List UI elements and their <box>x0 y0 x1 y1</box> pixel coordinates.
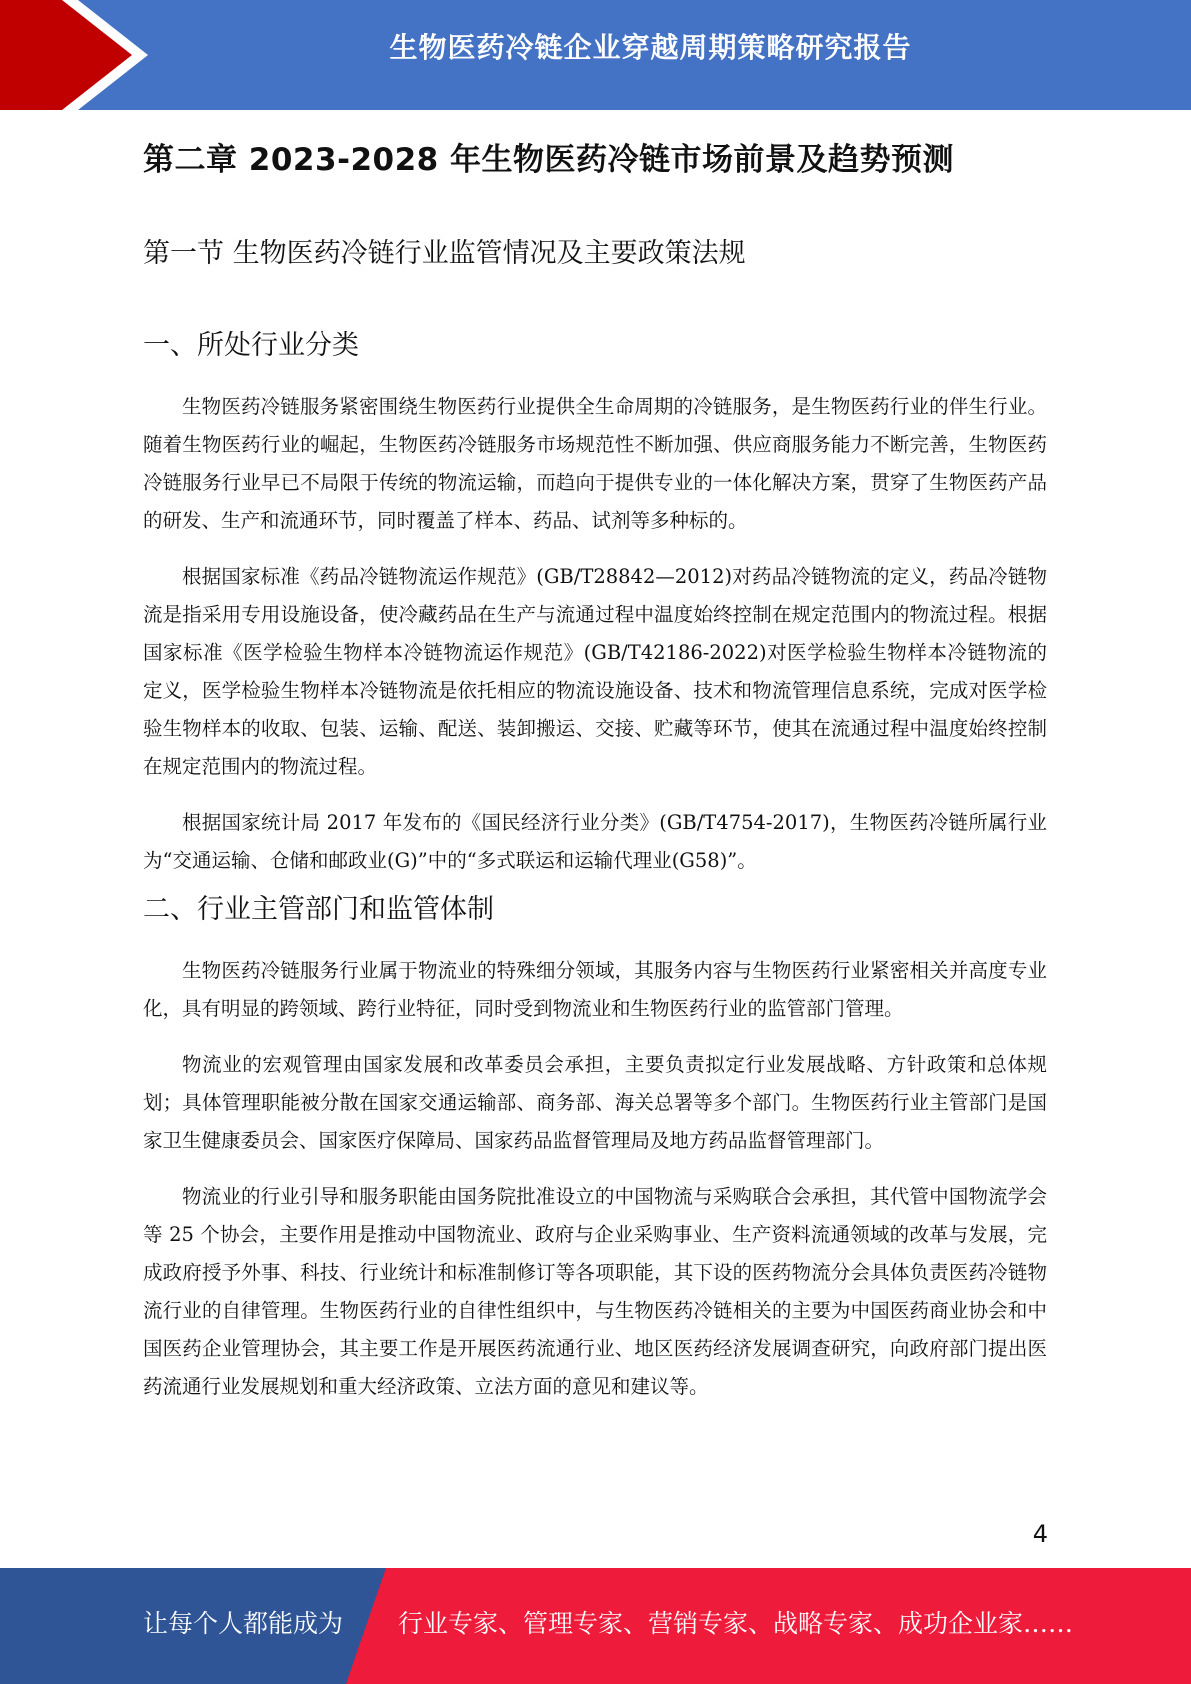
report-title: 生物医药冷链企业穿越周期策略研究报告 <box>389 31 912 64</box>
header-banner <box>0 0 1191 110</box>
footer-slogan-left: 让每个人都能成为 <box>143 1609 344 1638</box>
section-title: 第一节 生物医药冷链行业监管情况及主要政策法规 <box>143 238 746 269</box>
footer-slogan-right: 行业专家、管理专家、营销专家、战略专家、成功企业家…… <box>398 1609 1074 1638</box>
paragraph: 根据国家标准《药品冷链物流运作规范》(GB/T28842—2012)对药品冷链物流的定义，药品冷链物流是指采用专用设施设备，使冷藏药品在生产与流通过程中温度始终控制在规定范围内的物流过程。根据国家标准《医学检验生物样本冷链物流运作规范》(GB/T42186-2022)对医学检验生物样本冷链物流的定义，医学检验生物样本冷链物流是依托相应的物流设施设备、技术和物流管理信息系统，完成对医学检验生物样本的收取、包装、运输、配送、装卸搬运、交接、贮藏等环节，使其在流通过程中温度始终控制在规定范围内的物流过程。 <box>143 565 1047 778</box>
paragraph: 物流业的宏观管理由国家发展和改革委员会承担，主要负责拟定行业发展战略、方针政策和总体规划；具体管理职能被分散在国家交通运输部、商务部、海关总署等多个部门。生物医药行业主管部门是国家卫生健康委员会、国家医疗保障局、国家药品监督管理局及地方药品监督管理部门。 <box>143 1053 1047 1152</box>
footer-banner <box>0 1568 1191 1684</box>
subsection-title-industry-classification: 一、所处行业分类 <box>143 330 359 361</box>
paragraph: 根据国家统计局 2017 年发布的《国民经济行业分类》(GB/T4754-2017)，生物医药冷链所属行业为“交通运输、仓储和邮政业(G)”中的“多式联运和运输代理业(G58)”。 <box>143 811 1047 872</box>
paragraph: 生物医药冷链服务行业属于物流业的特殊细分领域，其服务内容与生物医药行业紧密相关并高度专业化，具有明显的跨领域、跨行业特征，同时受到物流业和生物医药行业的监管部门管理。 <box>143 959 1047 1020</box>
chapter-title: 第二章 2023-2028 年生物医药冷链市场前景及趋势预测 <box>143 142 955 178</box>
subsection-title-regulatory-system: 二、行业主管部门和监管体制 <box>143 894 494 925</box>
document-body <box>143 138 1047 1406</box>
page-number: 4 <box>1032 1520 1048 1548</box>
paragraph: 物流业的行业引导和服务职能由国务院批准设立的中国物流与采购联合会承担，其代管中国物流学会等 25 个协会，主要作用是推动中国物流业、政府与企业采购事业、生产资料流通领域的改革与发展，完成政府授予外事、科技、行业统计和标准制修订等各项职能，其下设的医药物流分会具体负责医药冷链物流行业的自律管理。生物医药行业的自律性组织中，与生物医药冷链相关的主要为中国医药商业协会和中国医药企业管理协会，其主要工作是开展医药流通行业、地区医药经济发展调查研究，向政府部门提出医药流通行业发展规划和重大经济政策、立法方面的意见和建议等。 <box>143 1185 1047 1398</box>
paragraph: 生物医药冷链服务紧密围绕生物医药行业提供全生命周期的冷链服务，是生物医药行业的伴生行业。随着生物医药行业的崛起，生物医药冷链服务市场规范性不断加强、供应商服务能力不断完善，生物医药冷链服务行业早已不局限于传统的物流运输，而趋向于提供专业的一体化解决方案，贯穿了生物医药产品的研发、生产和流通环节，同时覆盖了样本、药品、试剂等多种标的。 <box>143 395 1047 532</box>
